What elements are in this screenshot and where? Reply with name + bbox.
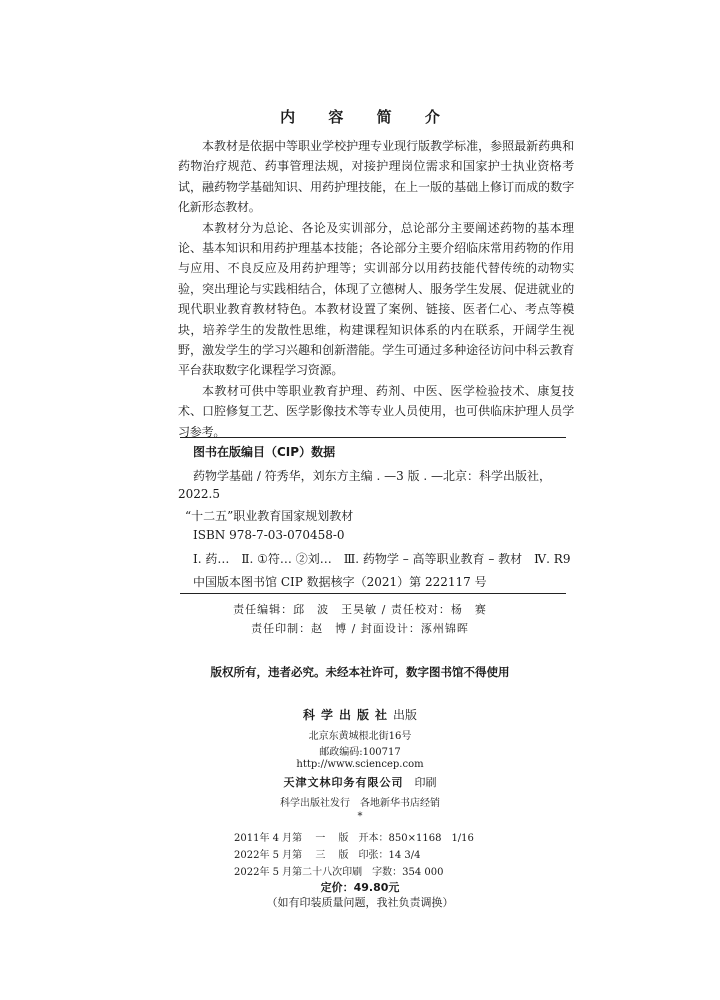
publisher-suffix: 出版 <box>393 708 418 722</box>
edition-line-2: 2022年 5 月第 三 版 印张：14 3/4 <box>234 850 421 861</box>
edition-line-1: 2011年 4 月第 一 版 开本：850×1168 1/16 <box>234 833 474 844</box>
quality-note: （如有印装质量问题，我社负责调换） <box>266 896 454 909</box>
intro-paragraph-2: 本教材分为总论、各论及实训部分，总论部分主要阐述药物的基本理论、基本知识和用药护理基本技能；各论部分主要介绍临床常用药物的作用与应用、不良反应及用药护理等；实训部分以用药技能代替传统的动物实验，突出理论与实践相结合，体现了立德树人、服务学生发展、促进就业的现代职业教育教材特色。本教材设置了案例、链接、医者仁心、考点等模块，培养学生的发散性思维，构建课程知识体系的内在联系，开阔学生视野，激发学生的学习兴趣和创新潜能。学生可通过多种途径访问中科云教育平台获取数字化课程学习资源。 <box>178 220 574 378</box>
separator-star: * <box>357 811 363 822</box>
cip-bottom-rule <box>180 593 566 594</box>
cip-heading: 图书在版编目（CIP）数据 <box>193 445 336 459</box>
cip-line-3: “十二五”职业教育国家规划教材 <box>185 509 354 523</box>
edition-line-3: 2022年 5 月第二十八次印刷 字数：354 000 <box>234 867 444 878</box>
distribution-line: 科学出版社发行 各地新华书店经销 <box>280 798 440 809</box>
staff-line-2: 责任印制：赵 博 / 封面设计：涿州锦晖 <box>251 622 469 635</box>
cip-line-1: 药物学基础 / 符秀华，刘东方主编 . —3 版 . —北京：科学出版社， <box>193 469 552 483</box>
printer-name: 天津文林印务有限公司 <box>283 776 404 789</box>
printer-suffix: 印刷 <box>414 776 437 789</box>
price: 定价：49.80元 <box>320 881 400 894</box>
intro-paragraph-3: 本教材可供中等职业教育护理、药剂、中医、医学检验技术、康复技术、口腔修复工艺、医学影像技术等专业人员使用，也可供临床护理人员学习参考。 <box>178 383 574 439</box>
printer-line <box>0 774 720 790</box>
cip-top-rule <box>180 437 566 438</box>
cip-line-2: 2022.5 <box>178 487 220 501</box>
publisher-line <box>0 706 720 723</box>
publisher-name: 科学出版社 <box>302 708 393 722</box>
publisher-url: http://www.sciencep.com <box>296 759 424 770</box>
cip-line-6: 中国版本图书馆 CIP 数据核字（2021）第 222117 号 <box>193 575 487 589</box>
publisher-address: 北京东黄城根北街16号 <box>308 731 412 742</box>
cip-line-4: ISBN 978-7-03-070458-0 <box>193 528 345 542</box>
intro-paragraph-1: 本教材是依据中等职业学校护理专业现行版教学标准，参照最新药典和药物治疗规范、药事管理法规，对接护理岗位需求和国家护士执业资格考试，融药物学基础知识、用药护理技能，在上一版的基础上修订而成的数字化新形态教材。 <box>178 139 574 215</box>
copyright-notice: 版权所有，违者必究。未经本社许可，数字图书馆不得使用 <box>210 665 510 679</box>
cip-line-5: Ⅰ. 药… Ⅱ. ①符… ②刘… Ⅲ. 药物学 – 高等职业教育 – 教材 Ⅳ. R9 <box>193 552 571 566</box>
intro-section <box>178 136 574 442</box>
staff-line-1: 责任编辑：邱 波 王昊敏 / 责任校对：杨 赛 <box>233 603 487 616</box>
publisher-postcode: 邮政编码:100717 <box>319 747 401 758</box>
page-title: 内 容 简 介 <box>280 108 454 126</box>
